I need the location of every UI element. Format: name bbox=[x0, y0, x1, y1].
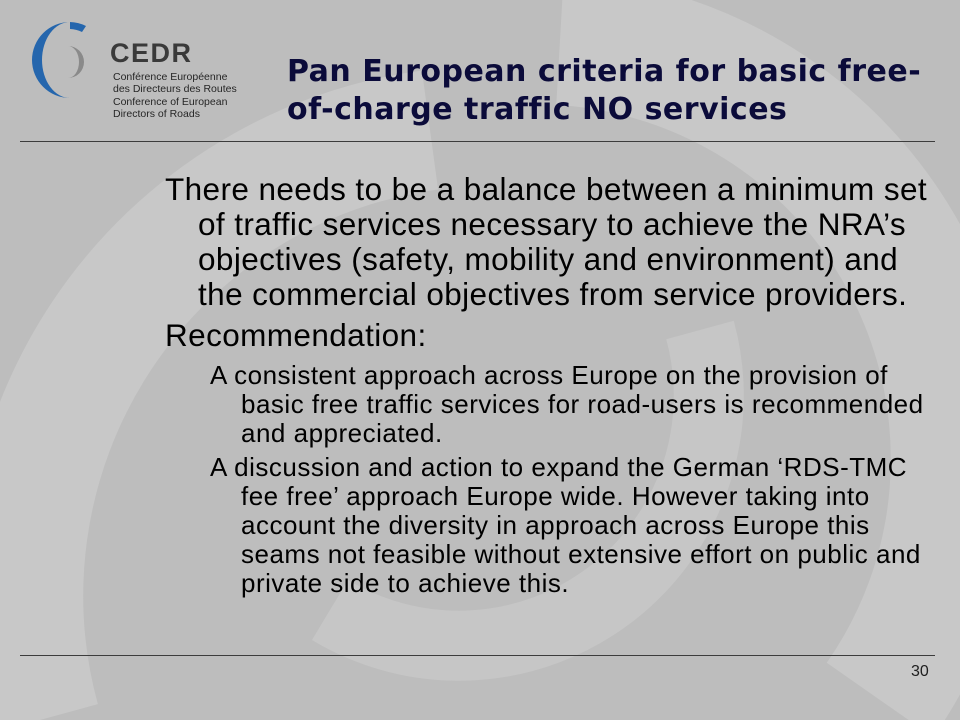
title-line: of-charge traffic NO services bbox=[287, 92, 788, 127]
page-number: 30 bbox=[911, 663, 929, 680]
logo-subtitle-line: des Directeurs des Routes bbox=[113, 83, 237, 95]
logo-wordmark: CEDR bbox=[110, 38, 193, 68]
footer-divider bbox=[20, 655, 935, 656]
recommendation-item bbox=[210, 361, 924, 448]
slide-title bbox=[287, 53, 921, 129]
item-line: A discussion and action to expand the German ‘RDS-TMC bbox=[210, 452, 908, 482]
logo-subtitle-line: Directors of Roads bbox=[113, 108, 200, 120]
item-line: and appreciated. bbox=[241, 418, 443, 448]
item-line: basic free traffic services for road-users is recommended bbox=[241, 389, 924, 419]
recommendation-item bbox=[210, 453, 921, 598]
item-line: private side to achieve this. bbox=[241, 568, 570, 598]
cedr-logo-icon bbox=[28, 18, 88, 102]
item-line: account the diversity in approach across Europe this bbox=[241, 510, 870, 540]
item-line: seams not feasible without extensive effort on public and bbox=[241, 539, 921, 569]
recommendation-heading: Recommendation: bbox=[165, 317, 427, 353]
title-divider bbox=[20, 141, 935, 142]
item-line: A consistent approach across Europe on the provision of bbox=[210, 360, 888, 390]
paragraph-line: of traffic services necessary to achieve the NRA’s bbox=[198, 206, 907, 242]
paragraph-line: There needs to be a balance between a minimum set bbox=[165, 171, 928, 207]
logo-subtitle-line: Conference of European bbox=[113, 96, 228, 108]
paragraph-line: objectives (safety, mobility and environment) and bbox=[198, 241, 899, 277]
body-paragraph bbox=[165, 172, 927, 312]
title-line: Pan European criteria for basic free- bbox=[287, 54, 922, 89]
logo-subtitle-line: Conférence Européenne bbox=[113, 71, 228, 83]
item-line: fee free’ approach Europe wide. However taking into bbox=[241, 481, 870, 511]
paragraph-line: the commercial objectives from service providers. bbox=[198, 276, 908, 312]
